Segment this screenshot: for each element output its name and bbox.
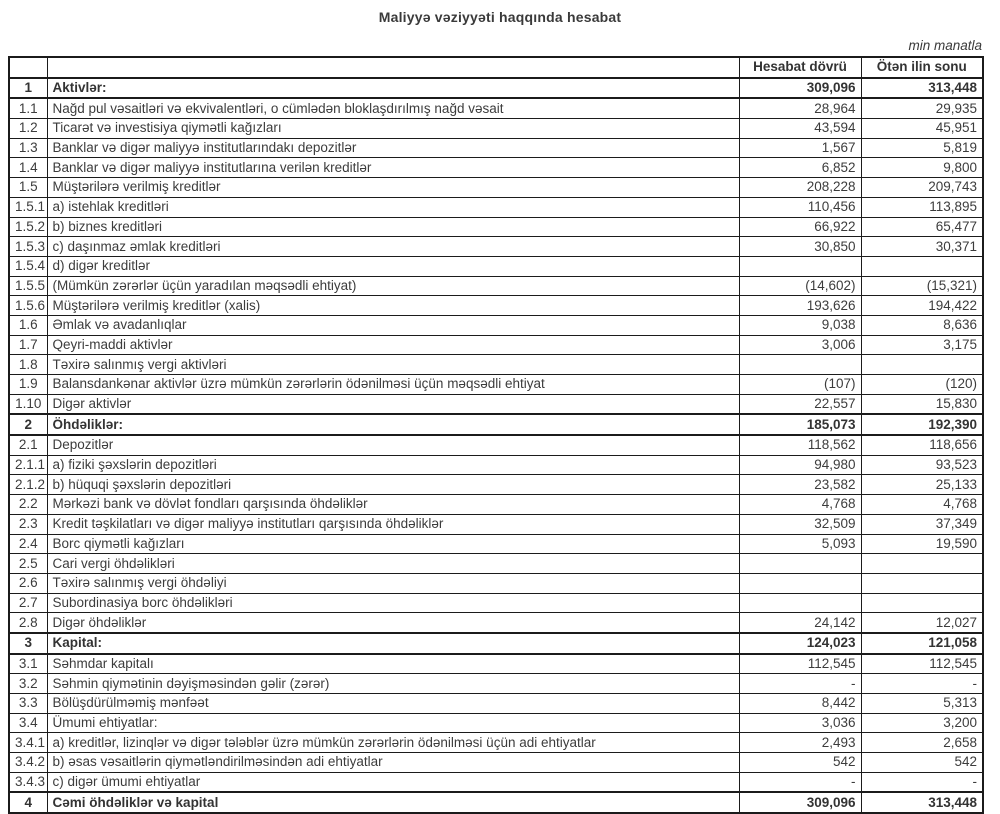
table-row xyxy=(9,394,983,414)
unit-note: min manatla xyxy=(908,38,982,53)
row-description: c) digər ümumi ehtiyatlar xyxy=(47,772,739,792)
current-period-value: (14,602) xyxy=(739,276,861,296)
current-period-value: 309,096 xyxy=(739,792,861,813)
row-description: Banklar və digər maliyyə institutlarındakı depozitlər xyxy=(47,138,739,158)
row-number: 1.5.2 xyxy=(9,217,47,237)
financial-position-table xyxy=(8,56,984,814)
previous-year-value: 3,175 xyxy=(861,335,983,355)
table-row xyxy=(9,217,983,237)
previous-year-value: 45,951 xyxy=(861,119,983,139)
current-period-value: (107) xyxy=(739,375,861,395)
row-number: 2.6 xyxy=(9,573,47,593)
table-row xyxy=(9,98,983,118)
row-description: b) hüquqi şəxslərin depozitləri xyxy=(47,475,739,495)
previous-year-value: - xyxy=(861,674,983,694)
row-number: 3.4.1 xyxy=(9,733,47,753)
row-description: Cari vergi öhdəlikləri xyxy=(47,554,739,574)
current-period-value: 6,852 xyxy=(739,158,861,178)
row-number: 2.1.2 xyxy=(9,475,47,495)
row-number: 1.5.1 xyxy=(9,197,47,217)
previous-year-value: 112,545 xyxy=(861,654,983,674)
table-row xyxy=(9,514,983,534)
current-period-value: - xyxy=(739,674,861,694)
table-row xyxy=(9,654,983,674)
previous-year-value: 65,477 xyxy=(861,217,983,237)
table-row xyxy=(9,178,983,198)
row-description: Səhmdar kapitalı xyxy=(47,654,739,674)
previous-year-value: (120) xyxy=(861,375,983,395)
row-description: Aktivlər: xyxy=(47,78,739,99)
previous-year-value xyxy=(861,593,983,613)
table-row xyxy=(9,674,983,694)
table-row xyxy=(9,455,983,475)
row-number: 1.5.4 xyxy=(9,256,47,276)
current-period-value xyxy=(739,593,861,613)
previous-year-value: 209,743 xyxy=(861,178,983,198)
current-period-value: 30,850 xyxy=(739,237,861,257)
current-period-value: 3,036 xyxy=(739,713,861,733)
table-row xyxy=(9,772,983,792)
row-description: a) kreditlər, lizinqlər və digər tələblər üzrə mümkün zərərlərin ödənilməsi üçün adi ehtiyatlar xyxy=(47,733,739,753)
row-description: Təxirə salınmış vergi aktivləri xyxy=(47,355,739,375)
row-description: Banklar və digər maliyyə institutlarına verilən kreditlər xyxy=(47,158,739,178)
previous-year-value: 12,027 xyxy=(861,613,983,633)
table-row xyxy=(9,554,983,574)
table-row xyxy=(9,593,983,613)
current-period-value: 185,073 xyxy=(739,414,861,435)
previous-year-value: 5,819 xyxy=(861,138,983,158)
row-description: Əmlak və avadanlıqlar xyxy=(47,315,739,335)
table-row xyxy=(9,475,983,495)
row-number: 1.3 xyxy=(9,138,47,158)
table-row xyxy=(9,753,983,773)
current-period-value: 32,509 xyxy=(739,514,861,534)
row-description: Kapital: xyxy=(47,633,739,654)
current-period-value: 9,038 xyxy=(739,315,861,335)
previous-year-value: 121,058 xyxy=(861,633,983,654)
previous-year-value: (15,321) xyxy=(861,276,983,296)
table-row xyxy=(9,355,983,375)
row-description: Ticarət və investisiya qiymətli kağızları xyxy=(47,119,739,139)
table-row xyxy=(9,633,983,654)
previous-year-value: - xyxy=(861,772,983,792)
row-description: Müştərilərə verilmiş kreditlər xyxy=(47,178,739,198)
row-description: Subordinasiya borc öhdəlikləri xyxy=(47,593,739,613)
previous-year-value xyxy=(861,256,983,276)
current-period-value: 309,096 xyxy=(739,78,861,99)
previous-year-value: 313,448 xyxy=(861,792,983,813)
previous-year-value: 2,658 xyxy=(861,733,983,753)
table-row xyxy=(9,414,983,435)
table-row xyxy=(9,495,983,515)
table-row xyxy=(9,237,983,257)
row-number: 1.4 xyxy=(9,158,47,178)
row-description: Mərkəzi bank və dövlət fondları qarşısında öhdəliklər xyxy=(47,495,739,515)
table-row xyxy=(9,613,983,633)
row-number: 1.5.5 xyxy=(9,276,47,296)
row-description: a) istehlak kreditləri xyxy=(47,197,739,217)
header-row-number xyxy=(9,57,47,78)
previous-year-value: 9,800 xyxy=(861,158,983,178)
row-description: Ümumi ehtiyatlar: xyxy=(47,713,739,733)
row-description: c) daşınmaz əmlak kreditləri xyxy=(47,237,739,257)
current-period-value: 43,594 xyxy=(739,119,861,139)
current-period-value: 542 xyxy=(739,753,861,773)
current-period-value: 5,093 xyxy=(739,534,861,554)
row-number: 3.3 xyxy=(9,694,47,714)
previous-year-value: 37,349 xyxy=(861,514,983,534)
table-row xyxy=(9,573,983,593)
current-period-value xyxy=(739,256,861,276)
row-description: Kredit təşkilatları və digər maliyyə institutları qarşısında öhdəliklər xyxy=(47,514,739,534)
previous-year-value: 29,935 xyxy=(861,98,983,118)
previous-year-value: 118,656 xyxy=(861,435,983,455)
current-period-value: 24,142 xyxy=(739,613,861,633)
table-row xyxy=(9,733,983,753)
current-period-value: 22,557 xyxy=(739,394,861,414)
previous-year-value: 313,448 xyxy=(861,78,983,99)
row-description: Səhmin qiymətinin dəyişməsindən gəlir (zərər) xyxy=(47,674,739,694)
row-number: 2.3 xyxy=(9,514,47,534)
current-period-value: 110,456 xyxy=(739,197,861,217)
table-row xyxy=(9,119,983,139)
table-row xyxy=(9,138,983,158)
previous-year-value: 30,371 xyxy=(861,237,983,257)
row-number: 2.4 xyxy=(9,534,47,554)
table-row xyxy=(9,256,983,276)
current-period-value: 112,545 xyxy=(739,654,861,674)
row-description: d) digər kreditlər xyxy=(47,256,739,276)
previous-year-value: 3,200 xyxy=(861,713,983,733)
previous-year-value: 25,133 xyxy=(861,475,983,495)
row-number: 3.1 xyxy=(9,654,47,674)
row-number: 2.7 xyxy=(9,593,47,613)
row-description: Bölüşdürülməmiş mənfəət xyxy=(47,694,739,714)
current-period-value: 118,562 xyxy=(739,435,861,455)
header-previous-year: Ötən ilin sonu xyxy=(861,57,983,78)
current-period-value: 208,228 xyxy=(739,178,861,198)
table-row xyxy=(9,435,983,455)
table-row xyxy=(9,78,983,99)
row-description: Cəmi öhdəliklər və kapital xyxy=(47,792,739,813)
previous-year-value: 194,422 xyxy=(861,296,983,316)
previous-year-value xyxy=(861,355,983,375)
row-number: 1.2 xyxy=(9,119,47,139)
previous-year-value: 8,636 xyxy=(861,315,983,335)
current-period-value xyxy=(739,355,861,375)
table-row xyxy=(9,534,983,554)
row-description: Borc qiymətli kağızları xyxy=(47,534,739,554)
previous-year-value: 113,895 xyxy=(861,197,983,217)
table-row xyxy=(9,158,983,178)
row-description: Qeyri-maddi aktivlər xyxy=(47,335,739,355)
current-period-value: 28,964 xyxy=(739,98,861,118)
row-number: 1 xyxy=(9,78,47,99)
current-period-value: 3,006 xyxy=(739,335,861,355)
previous-year-value xyxy=(861,554,983,574)
current-period-value: 8,442 xyxy=(739,694,861,714)
table-row xyxy=(9,315,983,335)
page-title: Maliyyə vəziyyəti haqqında hesabat xyxy=(378,9,622,25)
table-row xyxy=(9,197,983,217)
row-number: 3.2 xyxy=(9,674,47,694)
row-number: 1.7 xyxy=(9,335,47,355)
row-number: 1.6 xyxy=(9,315,47,335)
row-number: 1.9 xyxy=(9,375,47,395)
table-row xyxy=(9,375,983,395)
previous-year-value: 542 xyxy=(861,753,983,773)
row-number: 1.1 xyxy=(9,98,47,118)
current-period-value: 94,980 xyxy=(739,455,861,475)
table-row xyxy=(9,694,983,714)
report-table-body xyxy=(9,78,983,813)
row-description: Digər öhdəliklər xyxy=(47,613,739,633)
row-number: 4 xyxy=(9,792,47,813)
previous-year-value: 19,590 xyxy=(861,534,983,554)
current-period-value: 124,023 xyxy=(739,633,861,654)
table-row xyxy=(9,335,983,355)
row-number: 2.1 xyxy=(9,435,47,455)
row-description: a) fiziki şəxslərin depozitləri xyxy=(47,455,739,475)
table-row xyxy=(9,276,983,296)
previous-year-value xyxy=(861,573,983,593)
row-number: 3 xyxy=(9,633,47,654)
row-number: 2.8 xyxy=(9,613,47,633)
row-number: 3.4 xyxy=(9,713,47,733)
header-current-period: Hesabat dövrü xyxy=(739,57,861,78)
row-number: 1.5.6 xyxy=(9,296,47,316)
row-description: Öhdəliklər: xyxy=(47,414,739,435)
row-description: Balansdankənar aktivlər üzrə mümkün zərərlərin ödənilməsi üçün məqsədli ehtiyat xyxy=(47,375,739,395)
current-period-value xyxy=(739,573,861,593)
current-period-value: 1,567 xyxy=(739,138,861,158)
table-row xyxy=(9,713,983,733)
previous-year-value: 192,390 xyxy=(861,414,983,435)
row-number: 2 xyxy=(9,414,47,435)
row-description: (Mümkün zərərlər üçün yaradılan məqsədli ehtiyat) xyxy=(47,276,739,296)
row-description: b) əsas vəsaitlərin qiymətləndirilməsindən adi ehtiyatlar xyxy=(47,753,739,773)
row-number: 1.10 xyxy=(9,394,47,414)
current-period-value: 4,768 xyxy=(739,495,861,515)
row-number: 2.5 xyxy=(9,554,47,574)
row-number: 1.5 xyxy=(9,178,47,198)
current-period-value: 193,626 xyxy=(739,296,861,316)
row-number: 2.1.1 xyxy=(9,455,47,475)
row-number: 1.5.3 xyxy=(9,237,47,257)
row-description: b) biznes kreditləri xyxy=(47,217,739,237)
current-period-value: - xyxy=(739,772,861,792)
current-period-value: 23,582 xyxy=(739,475,861,495)
row-number: 2.2 xyxy=(9,495,47,515)
header-description xyxy=(47,57,739,78)
row-number: 1.8 xyxy=(9,355,47,375)
previous-year-value: 5,313 xyxy=(861,694,983,714)
table-row xyxy=(9,296,983,316)
row-description: Nağd pul vəsaitləri və ekvivalentləri, o cümlədən bloklaşdırılmış nağd vəsait xyxy=(47,98,739,118)
previous-year-value: 4,768 xyxy=(861,495,983,515)
row-description: Depozitlər xyxy=(47,435,739,455)
current-period-value xyxy=(739,554,861,574)
table-header-row xyxy=(9,57,983,78)
row-number: 3.4.3 xyxy=(9,772,47,792)
row-number: 3.4.2 xyxy=(9,753,47,773)
row-description: Digər aktivlər xyxy=(47,394,739,414)
previous-year-value: 15,830 xyxy=(861,394,983,414)
current-period-value: 66,922 xyxy=(739,217,861,237)
previous-year-value: 93,523 xyxy=(861,455,983,475)
row-description: Müştərilərə verilmiş kreditlər (xalis) xyxy=(47,296,739,316)
row-description: Təxirə salınmış vergi öhdəliyi xyxy=(47,573,739,593)
current-period-value: 2,493 xyxy=(739,733,861,753)
table-row xyxy=(9,792,983,813)
